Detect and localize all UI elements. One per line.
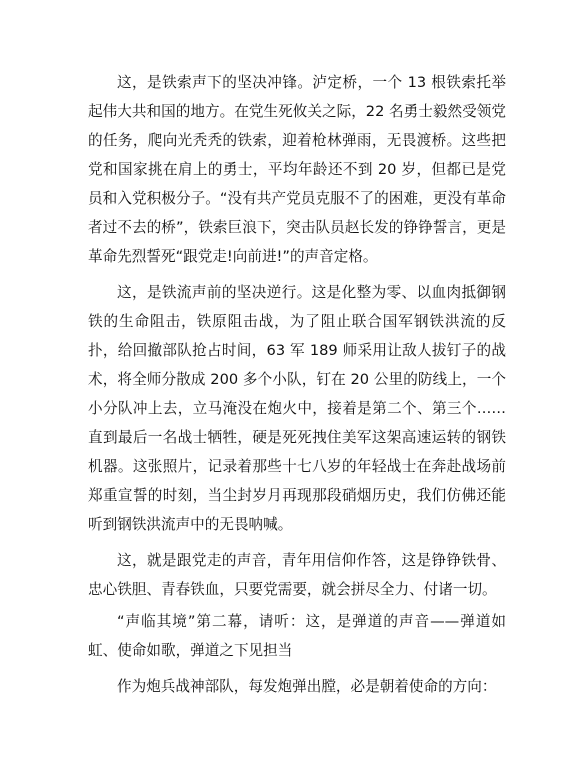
paragraph-luding-bridge: 这，是铁索声下的坚决冲锋。泸定桥，一个 13 根铁索托举起伟大共和国的地方。在党生死攸关之际，22 名勇士毅然受领党的任务，爬向光秃秃的铁索，迎着枪林弹雨，无畏渡桥。这些把党和国家挑在肩上的勇士，平均年龄还不到 20 岁，但都已是党员和入党积极分子。“没有共产党员克服不了的困难，更没有革命者过不去的桥”，铁索巨浪下，突击队员赵长发的铮铮誓言，更是革命先烈誓死“跟党走!向前进!”的声音定格。 [88, 74, 506, 265]
paragraph-follow-party: 这，就是跟党走的声音，青年用信仰作答，这是铮铮铁骨、忠心铁胆、青春铁血，只要党需要，就会拼尽全力、付诸一切。 [88, 552, 506, 598]
paragraph-tieyuan-battle: 这，是铁流声前的坚决逆行。这是化整为零、以血肉抵御钢铁的生命阻击，铁原阻击战，为了阻止联合国军钢铁洪流的反扑，给回撤部队抢占时间，63 军 189 师采用让敌人拔钉子的战术，将全师分散成 200 多个小队，钉在 20 公里的防线上，一个小分队冲上去，立马淹没在炮火中，接着是第二个、第三个……直到最后一名战士牺牲，硬是死死拽住美军这架高速运转的钢铁机器。这张照片，记录着那些十七八岁的年轻战士在奔赴战场前郑重宣誓的时刻，当尘封岁月再现那段硝烟历史，我们仿佛还能听到钢铁洪流声中的无畏呐喊。 [88, 284, 506, 533]
paragraph-artillery: 作为炮兵战神部队，每发炮弹出膛，必是朝着使命的方向： [117, 678, 497, 695]
paragraph-second-act: “声临其境”第二幕，请听：这，是弹道的声音——弹道如虹、使命如歌，弹道之下见担当 [88, 613, 506, 659]
document-page [88, 68, 506, 704]
